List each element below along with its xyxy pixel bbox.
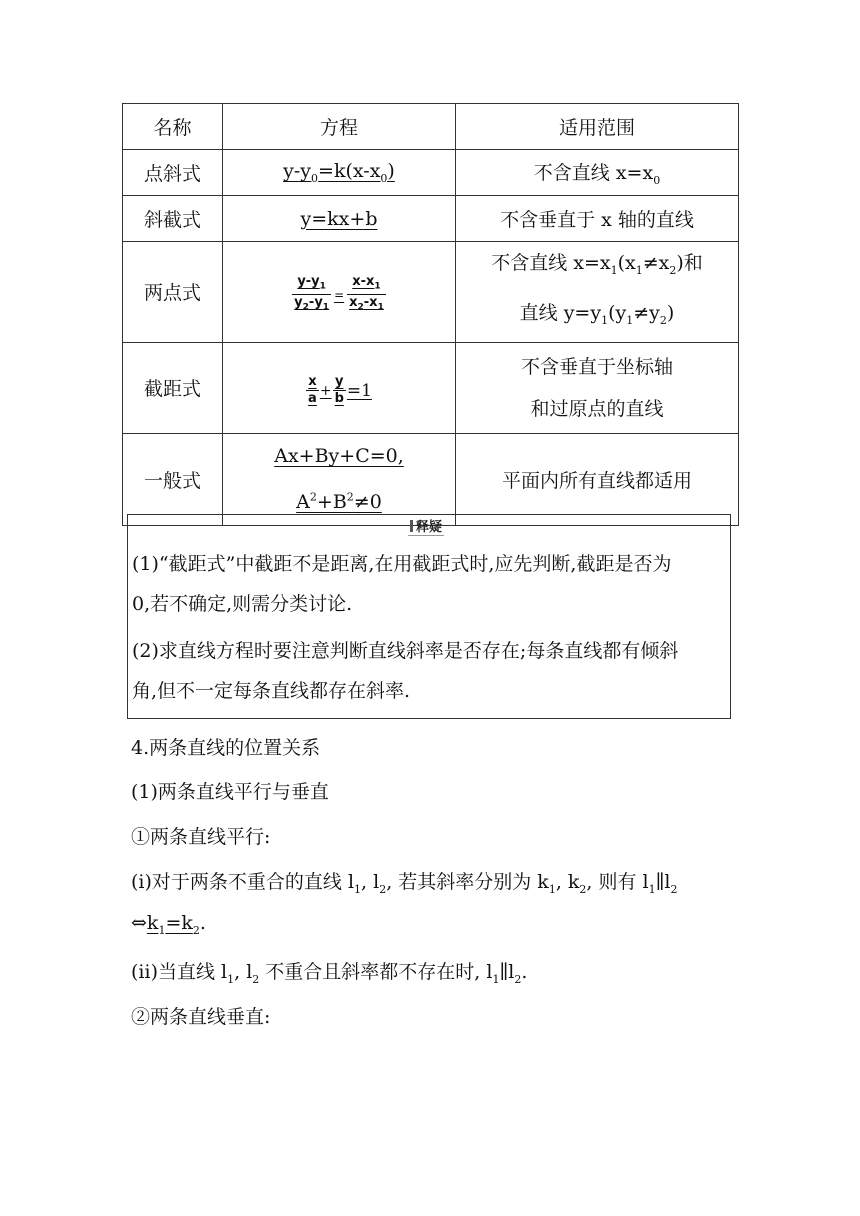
item-parallel: ①两条直线平行: (131, 826, 271, 848)
note-p2-line2: 角,但不一定每条直线都存在斜率. (132, 680, 411, 702)
parallel-case-ii: (ⅱ)当直线 $l_1$, $l_2$ 不重合且斜率都不存在时, $l_1\parallel l_2$. (131, 961, 528, 986)
table-row (123, 433, 739, 525)
row-range: 不含直线 $x=x_1(x_1\ne x_2)$和 直线 $y=y_1(y_1\ne y_2)$ (456, 242, 739, 343)
table-row (123, 196, 739, 242)
note-badge: 释疑 (408, 516, 444, 536)
row-range: 不含直线 $x=x_0$ (456, 150, 739, 196)
note-p2-line1: (2)求直线方程时要注意判断直线斜率是否存在;每条直线都有倾斜 (132, 640, 679, 662)
parallel-case-i: (ⅰ)对于两条不重合的直线 $l_1$, $l_2$, 若其斜率分别为 $k_1$, $k_2$, 则有 $l_1\parallel l_2$ (131, 871, 678, 896)
row-range: 不含垂直于 x 轴的直线 (456, 196, 739, 242)
row-name: 点斜式 (123, 150, 223, 196)
row-name: 截距式 (123, 342, 223, 433)
note-p1-line2: 0,若不确定,则需分类讨论. (132, 593, 353, 615)
clarification-box (127, 514, 731, 719)
row-equation: Ax+By+C=0, $A^2+B^2\ne 0$ (223, 433, 456, 525)
line-equation-table (122, 103, 739, 526)
header-name: 名称 (123, 104, 223, 150)
row-equation: y=kx+b (223, 196, 456, 242)
header-equation: 方程 (223, 104, 456, 150)
table-row (123, 242, 739, 343)
badge-bar-icon (410, 520, 413, 532)
table-row (123, 150, 739, 196)
row-name: 一般式 (123, 433, 223, 525)
row-equation: $\frac{x}{a}$ + $\frac{y}{b}$ =1 (223, 342, 456, 433)
item-perpendicular: ②两条直线垂直: (131, 1006, 271, 1028)
section-heading: 4.两条直线的位置关系 (131, 737, 321, 759)
row-name: 两点式 (123, 242, 223, 343)
subsection-heading: (1)两条直线平行与垂直 (131, 781, 329, 803)
table-header-row (123, 104, 739, 150)
parallel-case-i-cont: $\Leftrightarrow k_1=k_2$. (131, 912, 206, 937)
table-row (123, 342, 739, 433)
header-range: 适用范围 (456, 104, 739, 150)
row-name: 斜截式 (123, 196, 223, 242)
note-p1-line1: (1)“截距式”中截距不是距离,在用截距式时,应先判断,截距是否为 (132, 553, 672, 575)
row-range: 平面内所有直线都适用 (456, 433, 739, 525)
row-equation: $y-y_0=k(x-x_0)$ (223, 150, 456, 196)
row-range: 不含垂直于坐标轴 和过原点的直线 (456, 342, 739, 433)
row-equation: $\frac{y-y_1}{y_2-y_1}$ = $\frac{x-x_1}{x_2-x_1}$ (223, 242, 456, 343)
